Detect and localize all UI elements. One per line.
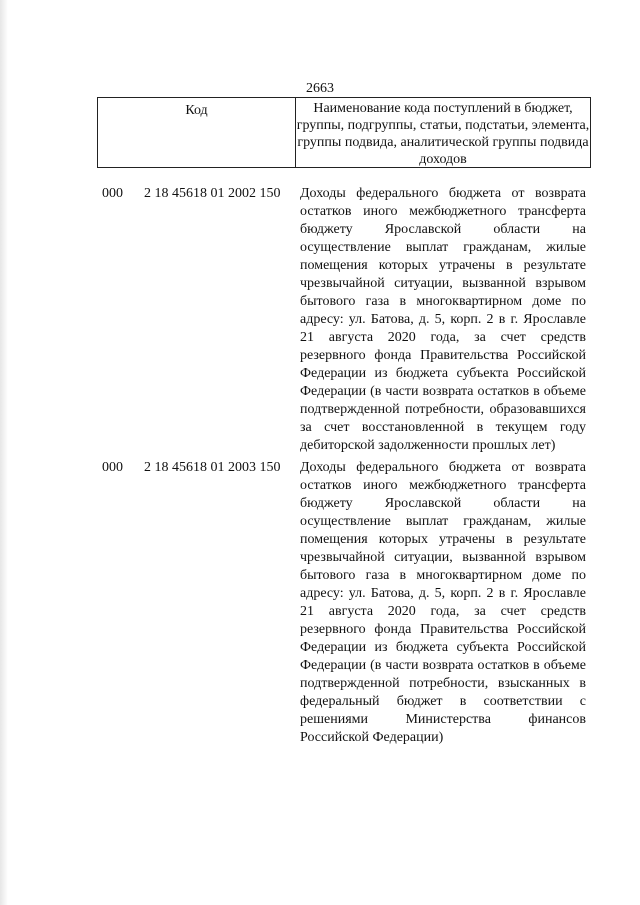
- table-header: [97, 97, 591, 168]
- revenue-description: Доходы федерального бюджета от возврата остатков иного межбюджетного трансферта бюджету Ярославской области на осуществление выплат гражданам, жилые помещения которых утрачены в результате чрезвычайной ситуации, вызванной взрывом бытового газа в многоквартирном доме по адресу: ул. Батова, д. 5, корп. 2 в г. Ярославле 21 августа 2020 года, за счет средств резервного фонда Правительства Российской Федерации из бюджета субъекта Российской Федерации (в части возврата остатков в объеме подтвержденной потребности, взысканных в федеральный бюджет в соответствии с решениями Министерства финансов Российской Федерации): [300, 460, 586, 745]
- header-code-column: Код: [98, 98, 296, 167]
- revenue-description: Доходы федерального бюджета от возврата остатков иного межбюджетного трансферта бюджету Ярославской области на осуществление выплат гражданам, жилые помещения которых утрачены в результате чрезвычайной ситуации, вызванной взрывом бытового газа в многоквартирном доме по адресу: ул. Батова, д. 5, корп. 2 в г. Ярославле 21 августа 2020 года, за счет средств резервного фонда Правительства Российской Федерации из бюджета субъекта Российской Федерации (в части возврата остатков в объеме подтвержденной потребности, образовавшихся за счет восстановленной в текущем году дебиторской задолженности прошлых лет): [300, 186, 586, 453]
- budget-classification-code: 2 18 45618 01 2002 150: [144, 186, 281, 201]
- scan-edge-shadow: [0, 0, 8, 905]
- page-number: 2663: [306, 81, 334, 96]
- header-name-column: Наименование кода поступлений в бюджет, группы, подгруппы, статьи, подстатьи, элемента, группы подвида, аналитической группы подвида доходов: [296, 101, 590, 167]
- budget-classification-code: 2 18 45618 01 2003 150: [144, 460, 281, 475]
- admin-code: 000: [102, 460, 123, 475]
- admin-code: 000: [102, 186, 123, 201]
